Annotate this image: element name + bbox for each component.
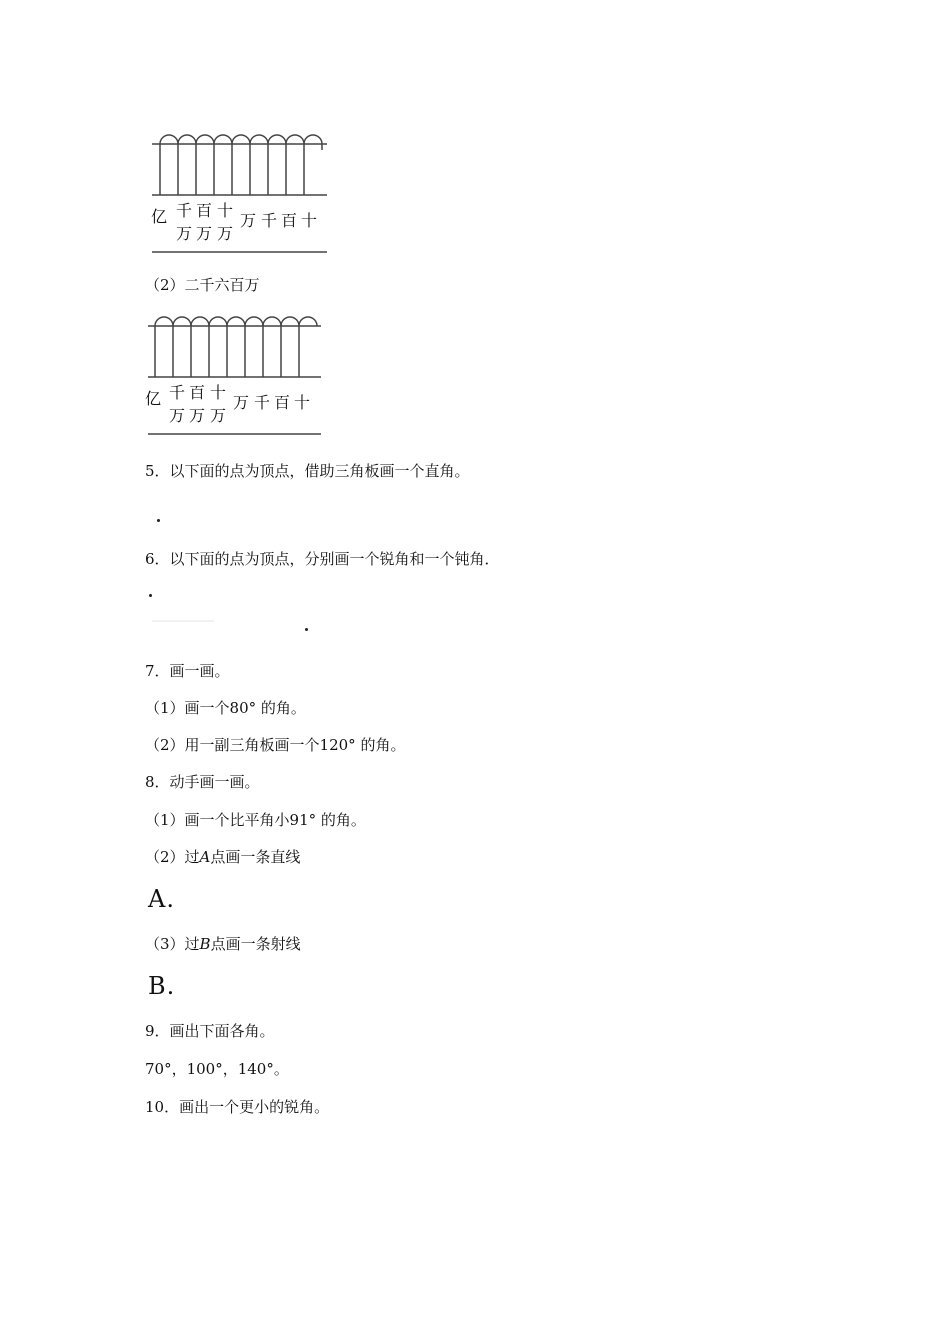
question-8-1: （1）画一个比平角小91° 的角。	[145, 811, 366, 829]
label-shi: 十	[294, 393, 311, 412]
point-b-var: B	[199, 935, 211, 953]
label-shiwan-bottom: 万	[210, 406, 227, 425]
label-baiwan-top: 百	[196, 201, 213, 220]
label-shiwan-bottom: 万	[217, 224, 234, 243]
label-shi: 十	[301, 211, 318, 230]
question-7: 7．画一画。	[145, 662, 230, 680]
question-7-1: （1）画一个80° 的角。	[145, 699, 306, 717]
question-8-2	[145, 846, 300, 867]
question-8-3	[145, 933, 301, 954]
label-qian: 千	[254, 393, 271, 412]
label-yi: 亿	[145, 389, 162, 408]
label-qian: 千	[261, 211, 278, 230]
label-shiwan-top: 十	[210, 383, 227, 402]
label-yi: 亿	[151, 207, 168, 226]
abacus-1	[140, 125, 340, 255]
abacus-2	[140, 310, 340, 440]
vertex-point	[157, 519, 160, 522]
label-baiwan-top: 百	[189, 383, 206, 402]
question-5: 5．以下面的点为顶点，借助三角板画一个直角。	[145, 462, 470, 480]
label-bai: 百	[281, 211, 298, 230]
label-shiwan-top: 十	[217, 201, 234, 220]
q8-2-suffix: 点画一条直线	[210, 848, 301, 866]
point-a-label: A.	[148, 885, 175, 913]
point-b-label: B.	[148, 972, 176, 1000]
q8-3-prefix: （3）过	[145, 935, 200, 953]
q8-3-suffix: 点画一条射线	[210, 935, 301, 953]
label-qianwan-bottom: 万	[169, 406, 186, 425]
label-qianwan-top: 千	[169, 383, 186, 402]
question-9-angles: 70°，100°，140°。	[145, 1060, 289, 1078]
faint-mark	[152, 620, 214, 622]
label-qianwan-top: 千	[176, 201, 193, 220]
vertex-point-2	[305, 628, 308, 631]
q4-part2: （2）二千六百万	[145, 276, 260, 294]
question-7-2: （2）用一副三角板画一个120° 的角。	[145, 736, 406, 754]
question-8: 8．动手画一画。	[145, 773, 260, 791]
vertex-point-1	[149, 594, 152, 597]
label-baiwan-bottom: 万	[189, 406, 206, 425]
q8-2-prefix: （2）过	[145, 848, 200, 866]
question-6: 6．以下面的点为顶点，分别画一个锐角和一个钝角．	[145, 550, 500, 568]
point-a-var: A	[199, 848, 211, 866]
question-10: 10．画出一个更小的锐角。	[145, 1098, 330, 1116]
question-9: 9．画出下面各角。	[145, 1022, 275, 1040]
label-qianwan-bottom: 万	[176, 224, 193, 243]
label-bai: 百	[274, 393, 291, 412]
label-baiwan-bottom: 万	[196, 224, 213, 243]
label-wan: 万	[233, 393, 250, 412]
label-wan: 万	[240, 211, 257, 230]
